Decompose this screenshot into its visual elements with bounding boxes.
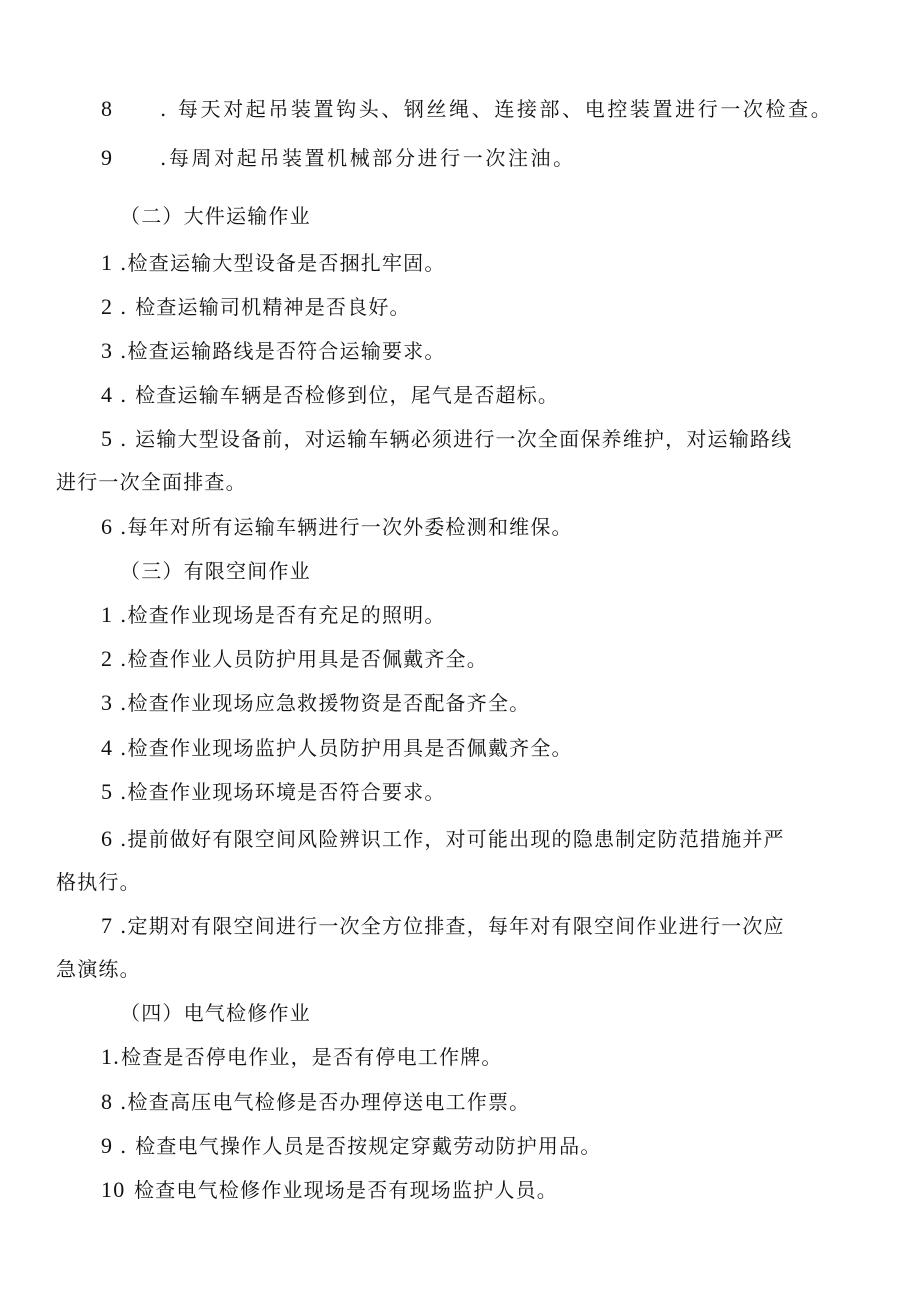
item-number: 7 [101, 913, 114, 938]
item-text: . 检查电气操作人员是否按规定穿戴劳动防护用品。 [120, 1134, 602, 1158]
item-number: 10 [101, 1177, 126, 1202]
item-number: 3 [101, 338, 114, 363]
item-text: .检查高压电气检修是否办理停送电工作票。 [120, 1090, 531, 1114]
item-number: 5 [101, 426, 114, 451]
item-text: . 检查运输司机精神是否良好。 [120, 295, 411, 319]
item-text: .检查作业人员防护用具是否佩戴齐全。 [120, 647, 488, 671]
heading-text: （三）有限空间作业 [120, 559, 311, 583]
item-text-continuation: 急演练。 [56, 957, 141, 981]
item-number: 4 [101, 382, 114, 407]
item-text: .检查运输大型设备是否捆扎牢固。 [120, 251, 446, 275]
item-text: 检查电气检修作业现场是否有现场监护人员。 [134, 1178, 558, 1202]
item-number: 6 [101, 826, 114, 851]
item-number: 2 [101, 294, 114, 319]
item-text: .检查作业现场环境是否符合要求。 [120, 780, 446, 804]
item-text: . 运输大型设备前，对运输车辆必须进行一次全面保养维护，对运输路线 [120, 427, 793, 451]
item-number: 3 [101, 690, 114, 715]
item-number: 6 [101, 514, 114, 539]
item-text: .检查运输路线是否符合运输要求。 [120, 339, 446, 363]
item-text: .每年对所有运输车辆进行一次外委检测和维保。 [120, 515, 573, 539]
heading-text: （二）大件运输作业 [120, 204, 311, 228]
item-number: 9 [101, 1133, 114, 1158]
item-text: .检查作业现场应急救援物资是否配备齐全。 [120, 691, 531, 715]
heading-text: （四）电气检修作业 [120, 1001, 311, 1025]
item-text: . 每天对起吊装置钩头、钢丝绳、连接部、电控装置进行一次检查。 [160, 97, 834, 121]
item-text: .定期对有限空间进行一次全方位排查，每年对有限空间作业进行一次应 [120, 914, 785, 938]
item-number: 8 [101, 1089, 114, 1114]
item-text-continuation: 进行一次全面排查。 [56, 470, 247, 494]
item-number: 1 [101, 602, 114, 627]
item-text: .检查作业现场监护人员防护用具是否佩戴齐全。 [120, 736, 573, 760]
item-number: 1. [101, 1044, 120, 1069]
item-text: .提前做好有限空间风险辨识工作，对可能出现的隐患制定防范措施并严 [120, 827, 785, 851]
item-text: 检查是否停电作业，是否有停电工作牌。 [121, 1045, 503, 1069]
item-number: 9 [101, 145, 114, 170]
item-text: .每周对起吊装置机械部分进行一次注油。 [160, 146, 576, 170]
item-text: . 检查运输车辆是否检修到位，尾气是否超标。 [120, 383, 560, 407]
item-text: .检查作业现场是否有充足的照明。 [120, 603, 446, 627]
item-number: 1 [101, 250, 114, 275]
item-number: 5 [101, 779, 114, 804]
item-text-continuation: 格执行。 [56, 870, 141, 894]
item-number: 8 [101, 96, 114, 121]
item-number: 4 [101, 735, 114, 760]
item-number: 2 [101, 646, 114, 671]
